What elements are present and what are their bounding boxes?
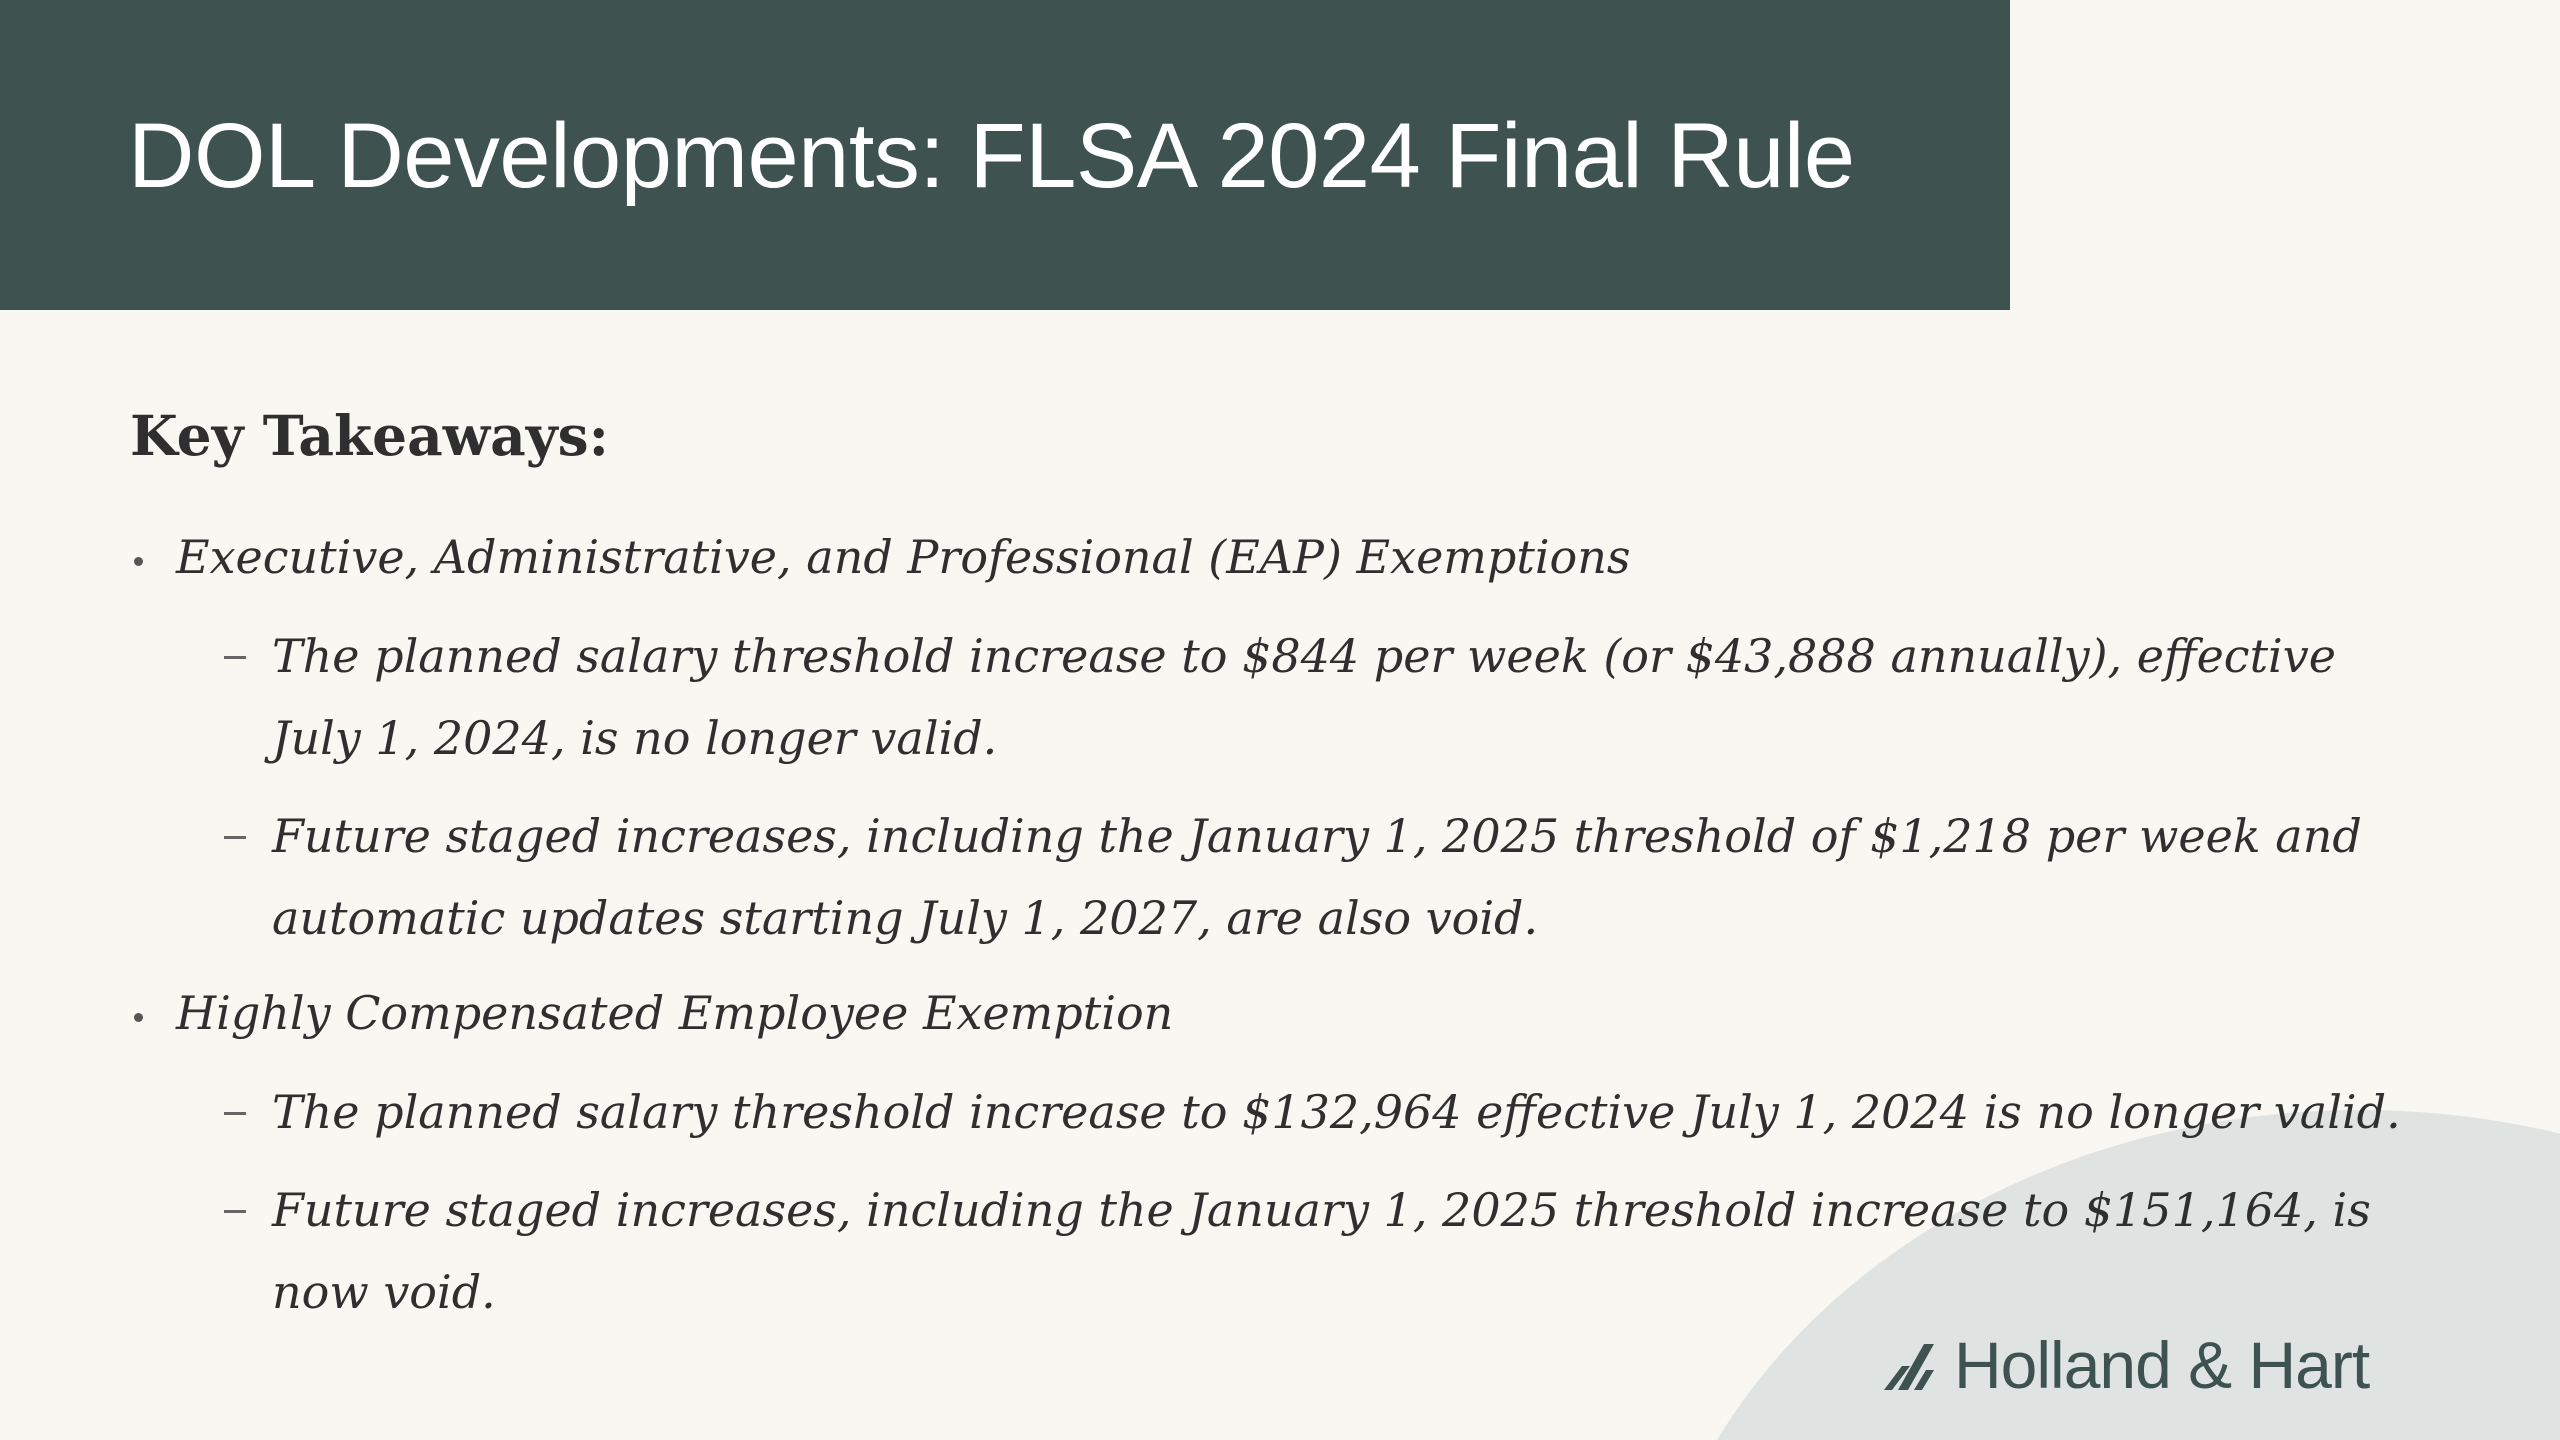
key-takeaways-heading: Key Takeaways: (130, 403, 609, 468)
company-logo (1880, 1325, 2369, 1405)
bullet-dot-icon (134, 1013, 143, 1022)
section-label: Highly Compensated Employee Exemption (176, 986, 1174, 1040)
list-item: Future staged increases, including the January 1, 2025 threshold of $1,218 per week and automatic updates starting July 1, 2027, are also void. (272, 809, 2362, 945)
list-item: Future staged increases, including the January 1, 2025 threshold increase to $151,164, is now void. (272, 1183, 2371, 1319)
dash-icon (224, 836, 246, 839)
bullet-dot-icon (134, 557, 143, 566)
logo-wordmark: Holland & Hart (1954, 1328, 2370, 1402)
holland-hart-mark-icon (1880, 1336, 1938, 1394)
title-band (0, 0, 2010, 310)
slide-title: DOL Developments: FLSA 2024 Final Rule (128, 105, 1855, 207)
list-item: The planned salary threshold increase to $844 per week (or $43,888 annually), effective July 1, 2024, is no longer valid. (272, 629, 2336, 765)
section-label: Executive, Administrative, and Professional (EAP) Exemptions (176, 530, 1631, 584)
dash-icon (224, 1210, 246, 1213)
dash-icon (224, 656, 246, 659)
list-item: The planned salary threshold increase to $132,964 effective July 1, 2024 is no longer valid. (272, 1085, 2401, 1139)
dash-icon (224, 1112, 246, 1115)
